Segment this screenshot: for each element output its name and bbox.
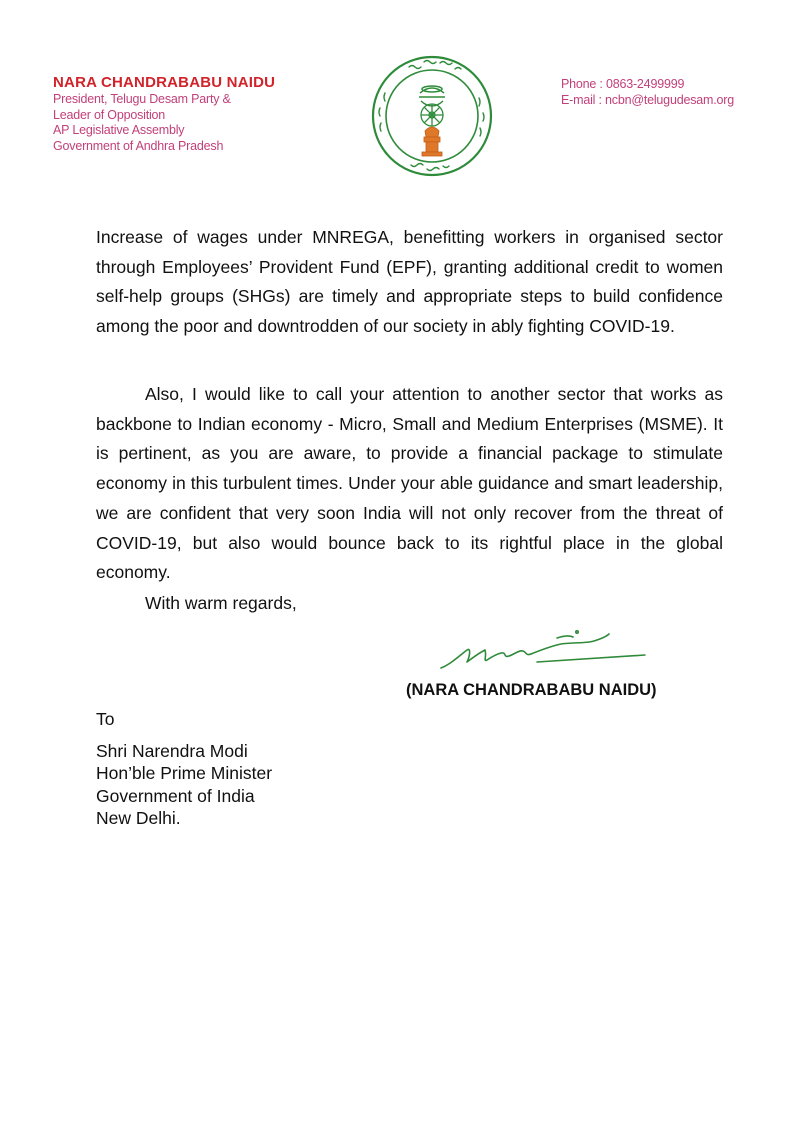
letter-paragraph: Increase of wages under MNREGA, benefitting workers in organised sector through Employees’ Provident Fund (EPF), granting additional credit to women self-help groups (SHGs) are timely and appropriate steps to build confidence among the poor and downtrodden of our society in ably fighting COVID-19. [96,227,723,337]
closing-salutation: With warm regards, [145,593,297,613]
addressee-line: Shri Narendra Modi [96,740,248,761]
email-address: E-mail : ncbn@telugudesam.org [561,93,734,107]
signatory-name: (NARA CHANDRABABU NAIDU) [406,681,657,699]
sender-name: NARA CHANDRABABU NAIDU [53,74,276,91]
signature-image [437,626,652,674]
letterhead-contact [561,76,734,108]
addressee-line: Government of India [96,785,255,806]
state-emblem-icon [369,53,495,179]
letterhead-sender [53,74,275,154]
addressee-line: Hon’ble Prime Minister [96,763,273,783]
addressee-line: New Delhi. [96,808,181,828]
addressee-block [96,708,272,830]
letter-paragraph: Also, I would like to call your attention to another sector that works as backbone to Indian economy - Micro, Small and Medium Enterprises (MSME). It is pertinent, as you are aware, to provide a financial package to stimulate economy in this turbulent times. Under your able guidance and smart leadership, we are confident that very soon India will not only recover from the threat of COVID-19, but also would bounce back to its rightful place in the global economy. [96,384,723,583]
sender-title-line: Government of Andhra Pradesh [53,138,224,153]
sender-title-line: President, Telugu Desam Party & [53,92,231,106]
sender-title-line: AP Legislative Assembly [53,123,185,137]
addressee-to: To [96,709,115,729]
sender-title-line: Leader of Opposition [53,107,166,122]
phone-number: Phone : 0863-2499999 [561,77,685,91]
